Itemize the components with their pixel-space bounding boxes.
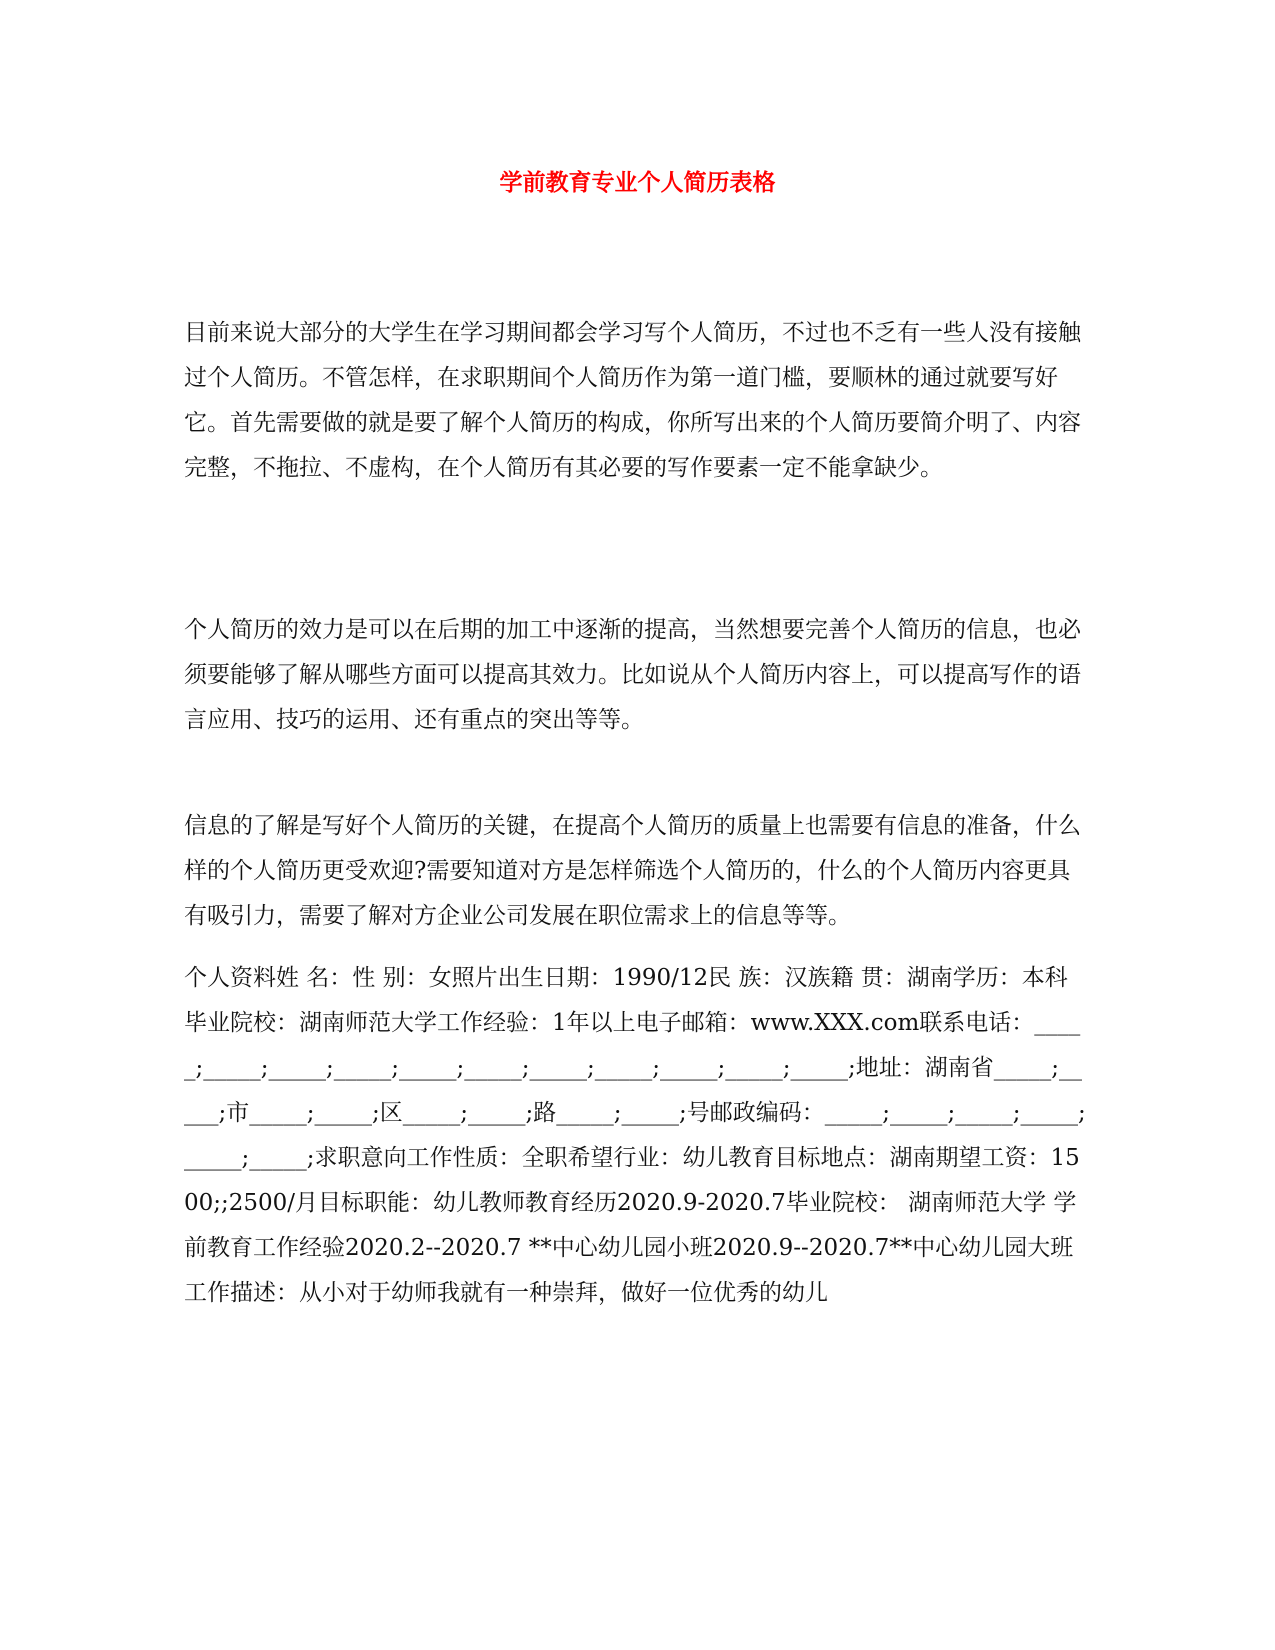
intro-paragraph: 目前来说大部分的大学生在学习期间都会学习写个人简历，不过也不乏有一些人没有接触过个人简历。不管怎样，在求职期间个人简历作为第一道门槛，要顺林的通过就要写好它。首先需要做的就是要了解个人简历的构成，你所写出来的个人简历要简介明了、内容完整，不拖拉、不虚构，在个人简历有其必要的写作要素一定不能拿缺少。	[184, 320, 1081, 481]
information-paragraph: 信息的了解是写好个人简历的关键，在提高个人简历的质量上也需要有信息的准备，什么样的个人简历更受欢迎?需要知道对方是怎样筛选个人简历的，什么的个人简历内容更具有吸引力，需要了解对方企业公司发展在职位需求上的信息等等。	[184, 813, 1081, 929]
document-title: 学前教育专业个人简历表格	[499, 169, 776, 196]
resume-details-paragraph: 个人资料姓 名：性 别：女照片出生日期：1990/12民 族：汉族籍 贯：湖南学历：本科毕业院校：湖南师范大学工作经验：1年以上电子邮箱：www.XXX.com联系电话：_____;_____;_____;_____;_____;_____;_____;_____;_____;_____;_____;地址：湖南省_____;_____;市_____;_____;区_____;_____;路_____;_____;号邮政编码：_____;_____;_____;_____;_____;_____;求职意向工作性质：全职希望行业：幼儿教育目标地点：湖南期望工资：1500;;2500/月目标职能：幼儿教师教育经历2020.9-2020.7毕业院校： 湖南师范大学 学前教育工作经验2020.2--2020.7 **中心幼儿园小班2020.9--2020.7**中心幼儿园大班工作描述：从小对于幼师我就有一种崇拜，做好一位优秀的幼儿	[184, 965, 1086, 1306]
effectiveness-paragraph: 个人简历的效力是可以在后期的加工中逐渐的提高，当然想要完善个人简历的信息，也必须要能够了解从哪些方面可以提高其效力。比如说从个人简历内容上，可以提高写作的语言应用、技巧的运用、还有重点的突出等等。	[184, 617, 1081, 733]
